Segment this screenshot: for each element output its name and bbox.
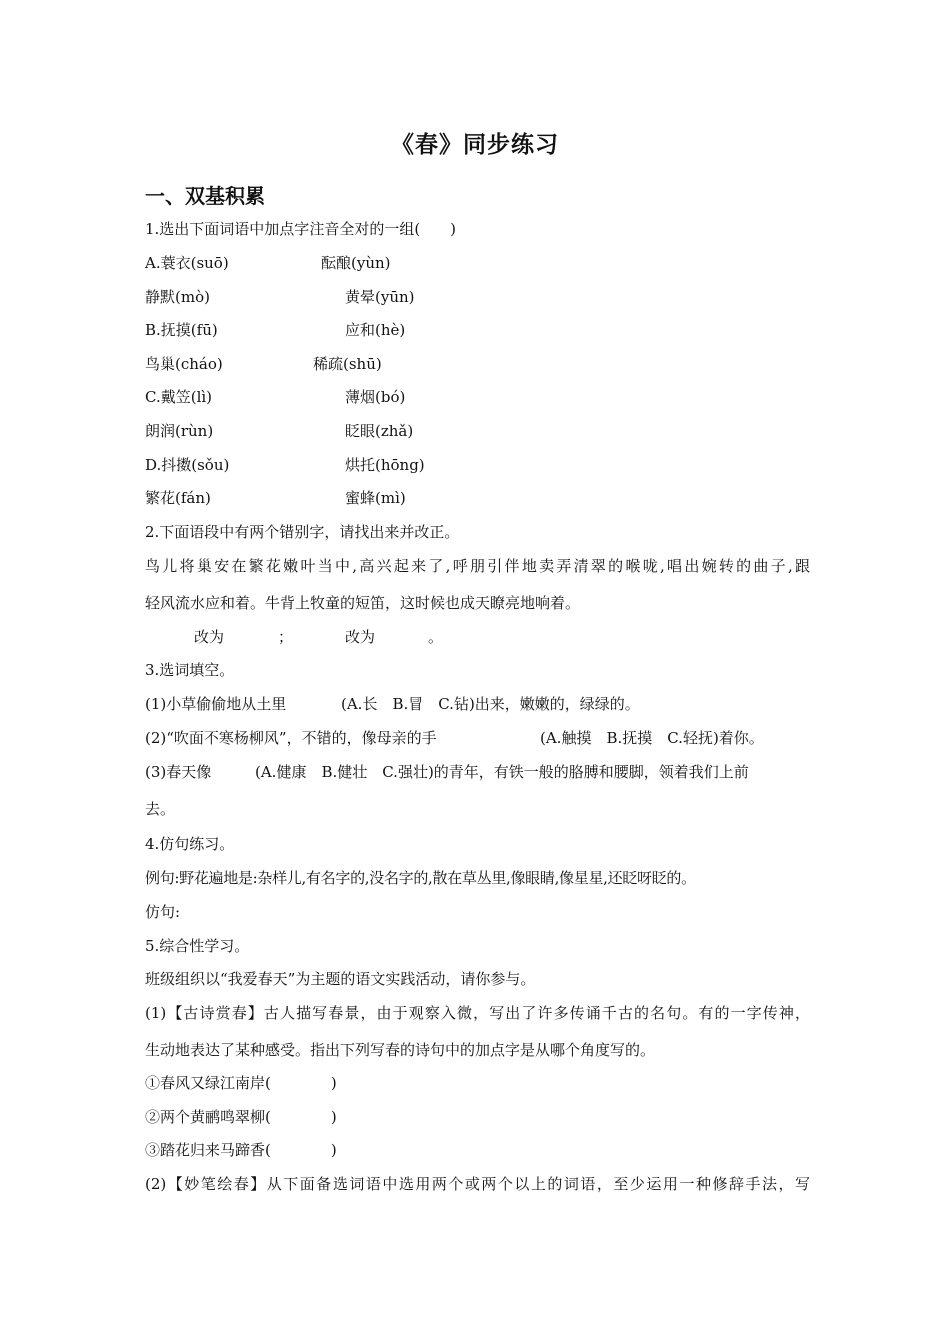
q5-poem-line-1: ①春风又绿江南岸( ) xyxy=(145,1074,337,1092)
q2-end-mark: 。 xyxy=(428,628,444,646)
q4-imitation-label: 仿句: xyxy=(145,903,181,921)
q2-stem: 2.下面语段中有两个错别字，请找出来并改正。 xyxy=(145,523,460,541)
q4-example-sentence: 例句:野花遍地是:杂样儿,有名字的,没名字的,散在草丛里,像眼睛,像星星,还眨呀眨的。 xyxy=(145,869,696,887)
q1-option-b-2: 应和(hè) xyxy=(345,321,406,339)
q1-option-a-1: A.蓑衣(suō) xyxy=(145,254,229,272)
q5-part-1-line-2: 生动地表达了某种感受。指出下列写春的诗句中的加点字是从哪个角度写的。 xyxy=(145,1041,656,1059)
q5-poem-line-2: ②两个黄鹂鸣翠柳( ) xyxy=(145,1108,337,1126)
q5-part-2-line-1: (2)【妙笔绘春】从下面备选词语中选用两个或两个以上的词语，至少运用一种修辞手法，写 xyxy=(145,1175,810,1193)
q1-option-c-3: 朗润(rùn) xyxy=(145,422,214,440)
q5-part-1-line-1: (1)【古诗赏春】古人描写春景，由于观察入微，写出了许多传诵千古的名句。有的一字传神， xyxy=(145,1004,810,1022)
q2-passage-line-1: 鸟儿将巢安在繁花嫩叶当中,高兴起来了,呼朋引伴地卖弄清翠的喉咙,唱出婉转的曲子,跟 xyxy=(145,557,810,575)
q1-option-a-2: 酝酿(yùn) xyxy=(321,254,391,272)
q2-passage-line-2: 轻风流水应和着。牛背上牧童的短笛，这时候也成天瞭亮地响着。 xyxy=(145,594,581,612)
q5-stem: 5.综合性学习。 xyxy=(145,937,250,955)
q1-option-d-2: 烘托(hōng) xyxy=(345,456,425,474)
q1-option-d-4: 蜜蜂(mì) xyxy=(345,489,406,507)
section-heading: 一、双基积累 xyxy=(145,184,265,208)
q1-option-b-3: 鸟巢(cháo) xyxy=(145,355,223,373)
q5-intro: 班级组织以“我爱春天”为主题的语文实践活动，请你参与。 xyxy=(145,970,536,988)
q1-option-b-4: 稀疏(shū) xyxy=(313,355,382,373)
q1-option-c-1: C.戴笠(lì) xyxy=(145,388,213,406)
page-title: 《春》同步练习 xyxy=(391,132,559,158)
q1-option-d-1: D.抖擞(sǒu) xyxy=(145,456,230,474)
q2-correction-2-label: 改为 xyxy=(345,628,376,646)
q1-option-c-4: 眨眼(zhǎ) xyxy=(345,422,414,440)
q1-option-a-3: 静默(mò) xyxy=(145,288,210,306)
q2-separator: ； xyxy=(278,628,294,646)
q3-stem: 3.选词填空。 xyxy=(145,661,235,679)
q1-option-d-3: 繁花(fán) xyxy=(145,489,211,507)
q1-option-b-1: B.抚摸(fū) xyxy=(145,321,218,339)
q2-correction-1-label: 改为 xyxy=(194,628,225,646)
q1-stem: 1.选出下面词语中加点字注音全对的一组( ) xyxy=(145,220,457,238)
q3-item-2-prefix: (2)“吹面不寒杨柳风”，不错的，像母亲的手 xyxy=(145,729,437,747)
q3-item-2-options: (A.触摸 B.抚摸 C.轻抚)着你。 xyxy=(540,729,764,747)
q1-option-a-4: 黄晕(yūn) xyxy=(345,288,415,306)
q1-option-c-2: 薄烟(bó) xyxy=(345,388,406,406)
q3-item-1-prefix: (1)小草偷偷地从土里 xyxy=(145,695,287,713)
q4-stem: 4.仿句练习。 xyxy=(145,835,235,853)
q3-item-1-options: (A.长 B.冒 C.钻)出来，嫩嫩的，绿绿的。 xyxy=(341,695,640,713)
q3-item-3-options: (A.健康 B.健壮 C.强壮)的青年，有铁一般的胳膊和腰脚，领着我们上前 xyxy=(255,763,749,781)
q3-item-3-prefix: (3)春天像 xyxy=(145,763,212,781)
q5-poem-line-3: ③踏花归来马蹄香( ) xyxy=(145,1141,337,1159)
q3-item-3-continuation: 去。 xyxy=(145,800,176,818)
